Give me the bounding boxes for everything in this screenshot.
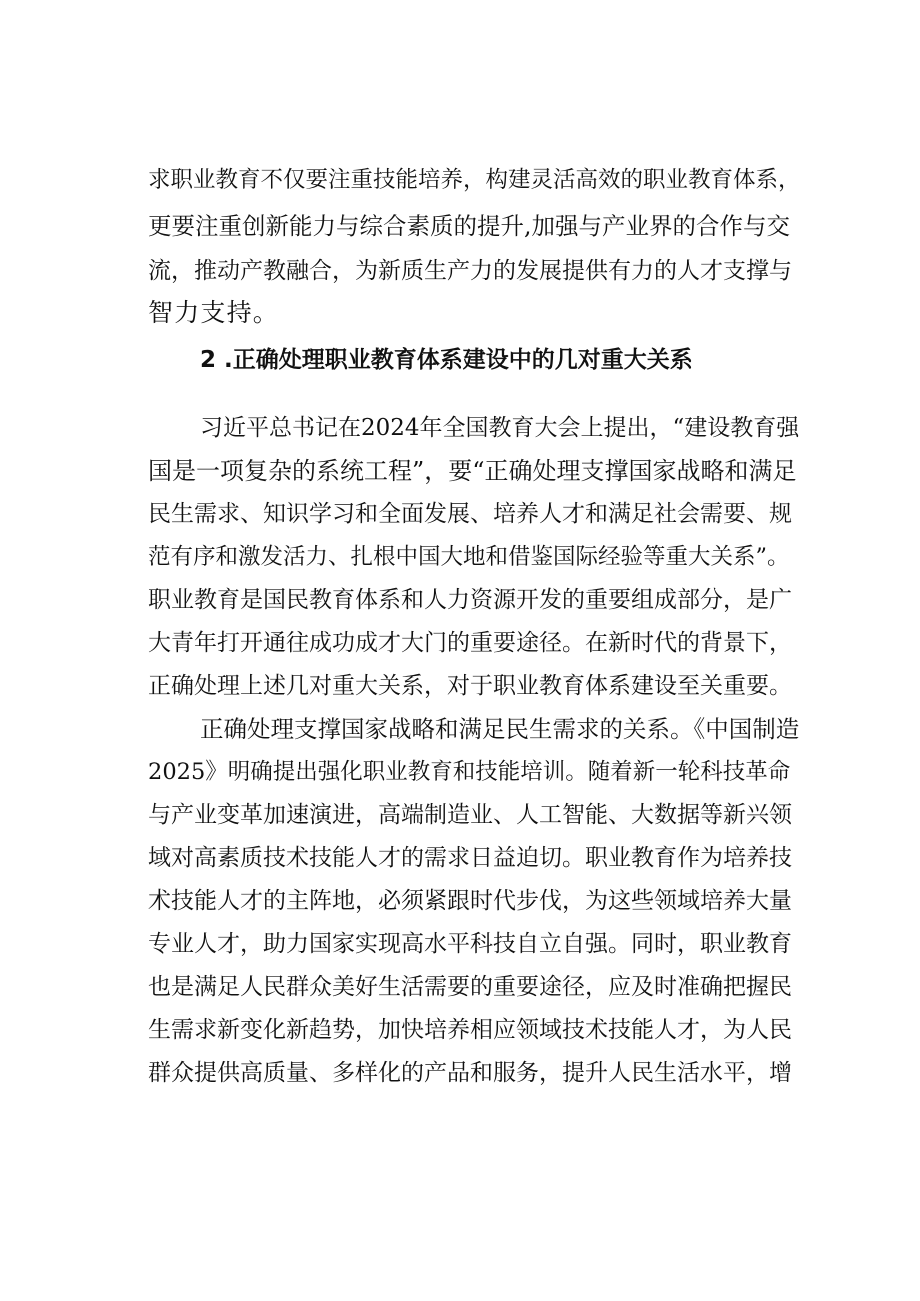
paragraph-3-line-2: 2025》明确提出强化职业教育和技能培训。随着新一轮科技革命 <box>148 759 791 785</box>
paragraph-3-line-5: 术技能人才的主阵地，必须紧跟时代步伐，为这些领域培养大量 <box>148 888 792 914</box>
paragraph-1-line-4: 智力支持。 <box>148 298 280 327</box>
paragraph-2-line-2: 国是一项复杂的系统工程”，要“正确处理支撑国家战略和满足 <box>148 457 797 485</box>
paragraph-3-line-7: 也是满足人民群众美好生活需要的重要途径，应及时准确把握民 <box>148 974 792 1000</box>
paragraph-2-line-1: 习近平总书记在2024年全国教育大会上提出，“建设教育强 <box>200 415 800 441</box>
paragraph-3-line-9: 群众提供高质量、多样化的产品和服务，提升人民生活水平，增 <box>148 1060 792 1086</box>
paragraph-2-line-6: 大青年打开通往成功成才大门的重要途径。在新时代的背景下， <box>148 630 792 656</box>
paragraph-1-line-3: 流，推动产教融合，为新质生产力的发展提供有力的人才支撑与 <box>148 258 792 284</box>
paragraph-2-line-4: 范有序和激发活力、扎根中国大地和借鉴国际经验等重大关系”。 <box>148 544 790 570</box>
paragraph-3-line-3: 与产业变革加速演进，高端制造业、人工智能、大数据等新兴领 <box>148 802 792 828</box>
paragraph-3-line-8: 生需求新变化新趋势，加快培养相应领域技术技能人才，为人民 <box>148 1017 792 1043</box>
section-heading: 2 .正确处理职业教育体系建设中的几对重大关系 <box>200 347 693 373</box>
paragraph-3-line-4: 域对高素质技术技能人才的需求日益迫切。职业教育作为培养技 <box>148 845 792 871</box>
paragraph-2-line-3: 民生需求、知识学习和全面发展、培养人才和满足社会需要、规 <box>148 501 792 527</box>
paragraph-1-line-2: 更要注重创新能力与综合素质的提升,加强与产业界的合作与交 <box>148 212 790 240</box>
paragraph-3-line-6: 专业人才，助力国家实现高水平科技自立自强。同时，职业教育 <box>148 931 792 957</box>
paragraph-2-line-5: 职业教育是国民教育体系和人力资源开发的重要组成部分，是广 <box>148 587 792 613</box>
paragraph-1-line-1: 求职业教育不仅要注重技能培养，构建灵活高效的职业教育体系， <box>148 167 801 193</box>
paragraph-3-line-1: 正确处理支撑国家战略和满足民生需求的关系。《中国制造 <box>200 715 800 743</box>
paragraph-2-line-7: 正确处理上述几对重大关系，对于职业教育体系建设至关重要。 <box>148 673 792 699</box>
